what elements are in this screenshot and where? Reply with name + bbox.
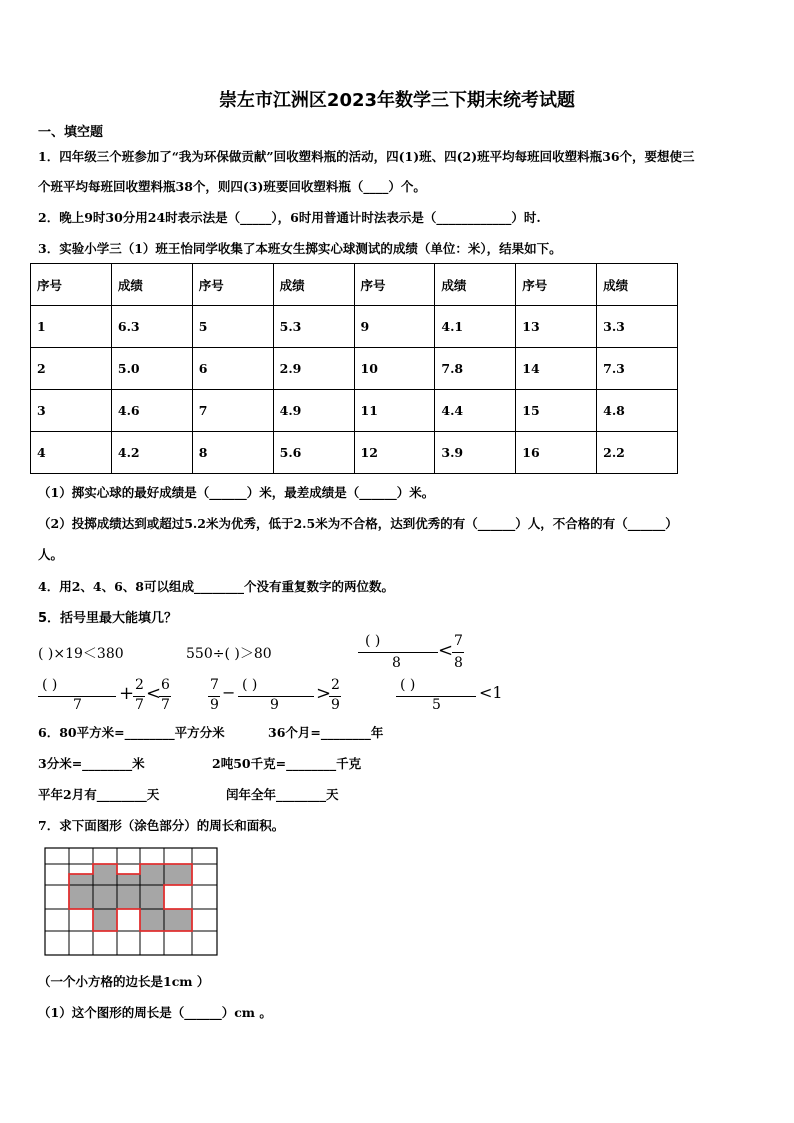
table-cell: 5.3: [273, 306, 354, 348]
q5-e3-operator: <: [438, 640, 454, 661]
q5-e3-right-numerator: 7: [454, 633, 463, 649]
q5-e6-numerator: ( ): [400, 677, 416, 693]
q5-e3-right-bar: [452, 652, 464, 653]
q7-sub1: （1）这个图形的周长是（______）cm 。: [38, 1005, 272, 1020]
q5-expr2: 550÷( )＞80: [186, 646, 272, 662]
table-cell: 5: [192, 306, 273, 348]
q5-e5-denominator: 9: [210, 697, 219, 713]
q5-e5-numerator2: ( ): [242, 677, 258, 693]
table-header-cell: 序号: [354, 264, 435, 306]
q5-e4-right-denominator: 7: [161, 697, 170, 713]
table-cell: 4.8: [597, 390, 678, 432]
table-cell: 2: [31, 348, 112, 390]
q5-e4-plus: +: [119, 683, 135, 704]
table-cell: 11: [354, 390, 435, 432]
table-cell: 6.3: [111, 306, 192, 348]
table-cell: 3.3: [597, 306, 678, 348]
score-table: [30, 263, 678, 474]
q5-e3-numerator: ( ): [365, 633, 381, 649]
table-cell: 12: [354, 432, 435, 474]
q5-e5-operator: >: [316, 683, 332, 704]
q5-e4-numerator2: 2: [135, 677, 144, 693]
q6-area-conversion: 6．80平方米=________平方分米: [38, 725, 225, 740]
table-cell: 2.9: [273, 348, 354, 390]
q5-e4-operator: <: [146, 683, 162, 704]
table-cell: 4.2: [111, 432, 192, 474]
table-cell: 4.9: [273, 390, 354, 432]
q6-leap-year-days: 闰年全年________天: [226, 787, 339, 802]
table-cell: 3.9: [435, 432, 516, 474]
table-cell: 8: [192, 432, 273, 474]
q5-e4-denominator2: 7: [135, 697, 144, 713]
table-cell: 6: [192, 348, 273, 390]
q5-e3-right-denominator: 8: [454, 655, 463, 671]
q3-intro: 3．实验小学三（1）班王怡同学收集了本班女生掷实心球测试的成绩（单位：米），结果如下。: [38, 241, 562, 256]
table-cell: 13: [516, 306, 597, 348]
table-cell: 5.0: [111, 348, 192, 390]
q5-e5-denominator2: 9: [270, 697, 279, 713]
table-row: [31, 348, 678, 390]
table-header-cell: 成绩: [111, 264, 192, 306]
q4-text: 4．用2、4、6、8可以组成________个没有重复数字的两位数。: [38, 579, 394, 594]
q5-title: 5．括号里最大能填几？: [38, 611, 178, 626]
table-header-cell: 序号: [31, 264, 112, 306]
section-heading: 一、填空题: [38, 125, 104, 140]
table-row: [31, 432, 678, 474]
table-cell: 15: [516, 390, 597, 432]
table-cell: 3: [31, 390, 112, 432]
q2-text: 2．晚上9时30分用24时表示法是（_____），6时用普通计时法表示是（____________）时.: [38, 210, 541, 225]
table-cell: 14: [516, 348, 597, 390]
q3-sub1: （1）掷实心球的最好成绩是（______）米，最差成绩是（______）米。: [38, 485, 435, 500]
table-header-cell: 成绩: [273, 264, 354, 306]
shaded-grid-figure: [44, 847, 219, 957]
q5-e5-right-numerator: 2: [331, 677, 340, 693]
q5-e5-numerator: 7: [210, 677, 219, 693]
q6-weight-conversion: 2吨50千克=________千克: [212, 756, 362, 771]
q5-e6-operator: <1: [479, 683, 503, 702]
table-cell: 7.8: [435, 348, 516, 390]
table-cell: 7: [192, 390, 273, 432]
table-cell: 2.2: [597, 432, 678, 474]
table-row: [31, 390, 678, 432]
q6-february-days: 平年2月有________天: [38, 787, 160, 802]
q5-e5-right-denominator: 9: [331, 697, 340, 713]
table-cell: 9: [354, 306, 435, 348]
table-row: [31, 306, 678, 348]
table-cell: 16: [516, 432, 597, 474]
table-cell: 4: [31, 432, 112, 474]
table-header-row: [31, 264, 678, 306]
table-cell: 4.1: [435, 306, 516, 348]
q5-e4-denominator: 7: [73, 697, 82, 713]
table-cell: 5.6: [273, 432, 354, 474]
table-cell: 1: [31, 306, 112, 348]
table-header-cell: 成绩: [597, 264, 678, 306]
q6-months-conversion: 36个月=________年: [268, 725, 384, 740]
q1-line1: 1．四年级三个班参加了“我为环保做贡献”回收塑料瓶的活动，四(1)班、四(2)班平均每班回收塑料瓶36个，要想使三: [38, 149, 695, 164]
table-cell: 7.3: [597, 348, 678, 390]
table-header-cell: 序号: [192, 264, 273, 306]
q5-e6-denominator: 5: [432, 697, 441, 713]
q5-e4-numerator: ( ): [42, 677, 58, 693]
table-header-cell: 序号: [516, 264, 597, 306]
q5-expr1: ( )×19＜380: [38, 646, 124, 662]
q1-line2: 个班平均每班回收塑料瓶38个，则四(3)班要回收塑料瓶（____）个。: [38, 179, 426, 194]
q3-sub2-line2: 人。: [38, 547, 64, 562]
q3-sub2-line1: （2）投掷成绩达到或超过5.2米为优秀，低于2.5米为不合格，达到优秀的有（______）人，不合格的有（______）: [38, 516, 678, 531]
table-cell: 4.6: [111, 390, 192, 432]
q5-e5-minus: −: [222, 683, 236, 702]
q7-note: （一个小方格的边长是1cm ）: [38, 974, 210, 989]
q7-title: 7．求下面图形（涂色部分）的周长和面积。: [38, 818, 285, 833]
q5-e3-fraction-bar: [358, 652, 438, 653]
table-cell: 10: [354, 348, 435, 390]
table-header-cell: 成绩: [435, 264, 516, 306]
q5-e4-right-numerator: 6: [161, 677, 170, 693]
q6-length-conversion: 3分米=________米: [38, 756, 145, 771]
page-title: 崇左市江洲区2023年数学三下期末统考试题: [218, 90, 576, 111]
q5-e3-denominator: 8: [392, 655, 401, 671]
table-cell: 4.4: [435, 390, 516, 432]
